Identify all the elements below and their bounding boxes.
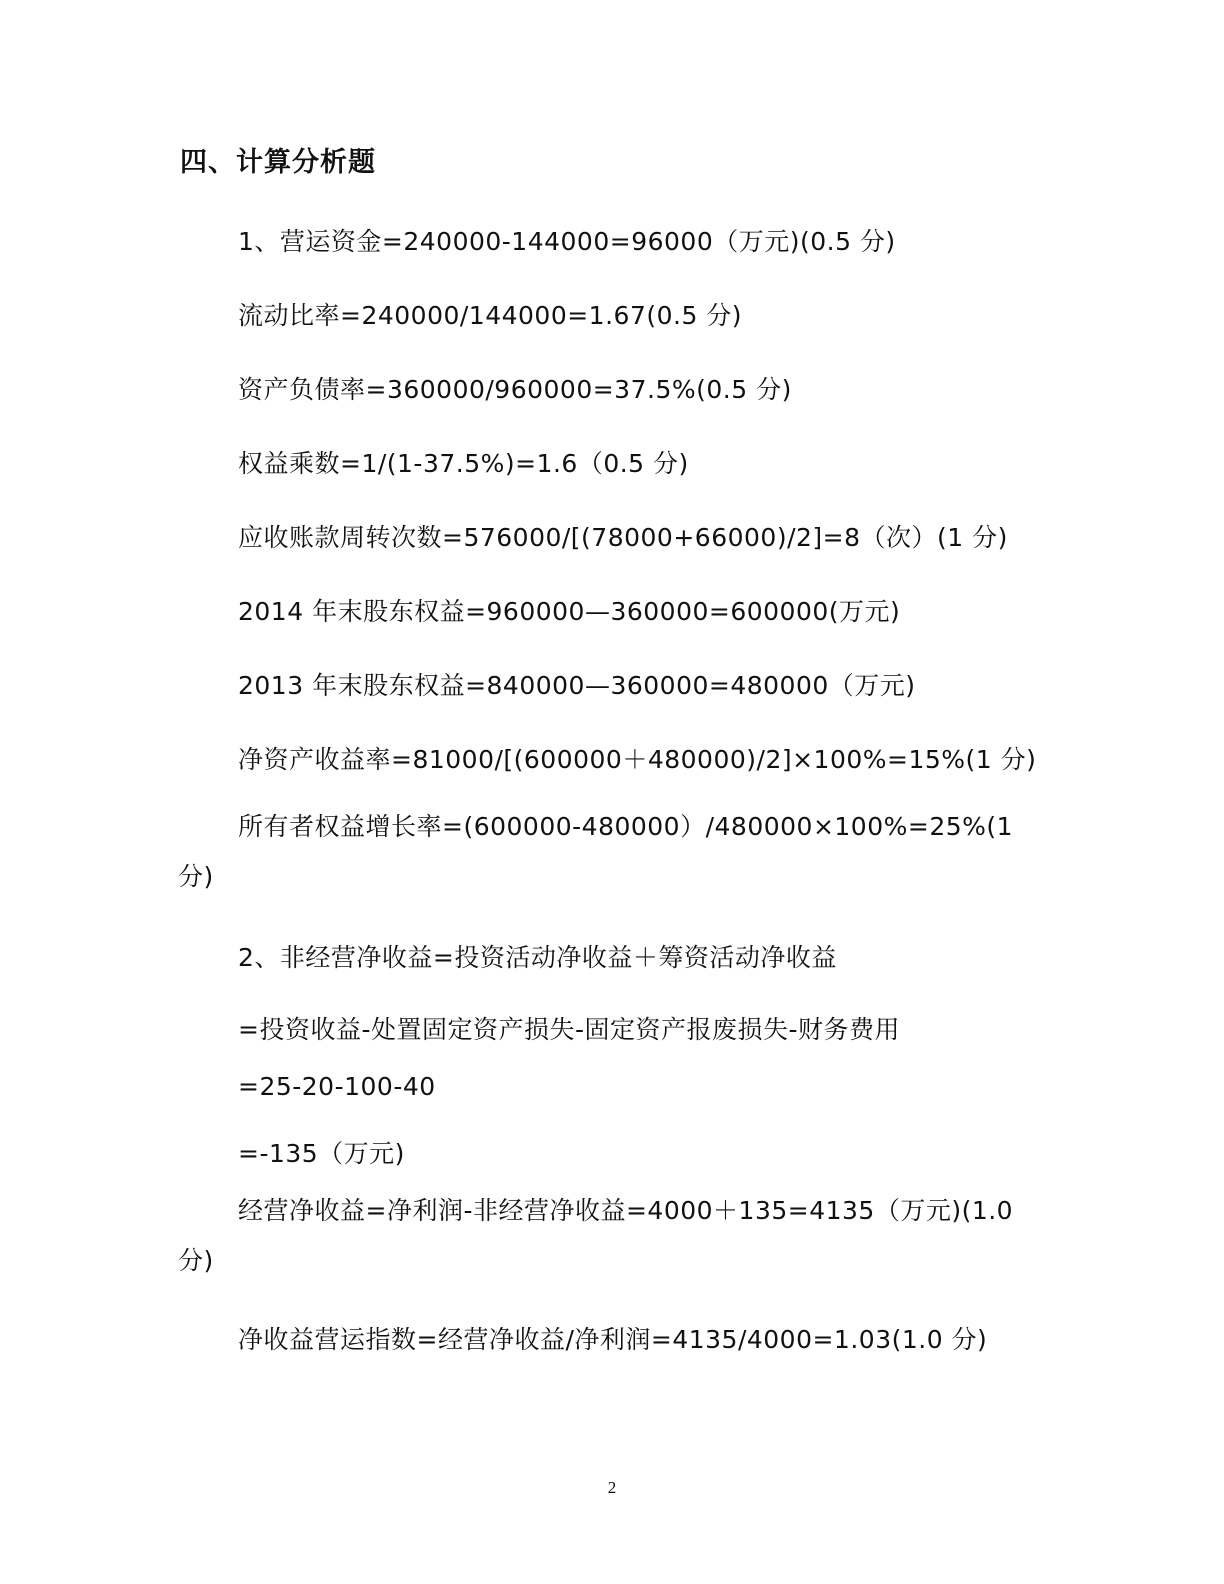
text-line: 2013 年末股东权益=840000—360000=480000（万元) <box>238 671 916 700</box>
text-line: 资产负债率=360000/960000=37.5%(0.5 分) <box>238 375 792 404</box>
text-line: 流动比率=240000/144000=1.67(0.5 分) <box>238 301 743 330</box>
text-line: 权益乘数=1/(1-37.5%)=1.6（0.5 分) <box>238 449 689 478</box>
text-line: =-135（万元) <box>238 1139 405 1168</box>
text-line: =投资收益-处置固定资产损失-固定资产报废损失-财务费用 <box>238 1015 901 1044</box>
text-line: 应收账款周转次数=576000/[(78000+66000)/2]=8（次）(1 分) <box>238 523 1008 552</box>
text-line: 2014 年末股东权益=960000—360000=600000(万元) <box>238 597 901 626</box>
section-heading: 四、计算分析题 <box>180 147 376 178</box>
text-line: 净收益营运指数=经营净收益/净利润=4135/4000=1.03(1.0 分) <box>238 1325 988 1354</box>
text-line: =25-20-100-40 <box>238 1072 436 1101</box>
text-line: 2、非经营净收益=投资活动净收益＋筹资活动净收益 <box>238 943 837 972</box>
wrapped-text-line: 所有者权益增长率=(600000-480000）/480000×100%=25%(1 分) <box>178 812 1014 891</box>
text-line: 1、营运资金=240000-144000=96000（万元)(0.5 分) <box>238 227 896 256</box>
page-number: 2 <box>607 1478 617 1497</box>
text-line: 净资产收益率=81000/[(600000＋480000)/2]×100%=15%(1 分) <box>238 745 1037 774</box>
wrapped-text-line: 经营净收益=净利润-非经营净收益=4000＋135=4135（万元)(1.0 分) <box>178 1196 1014 1275</box>
